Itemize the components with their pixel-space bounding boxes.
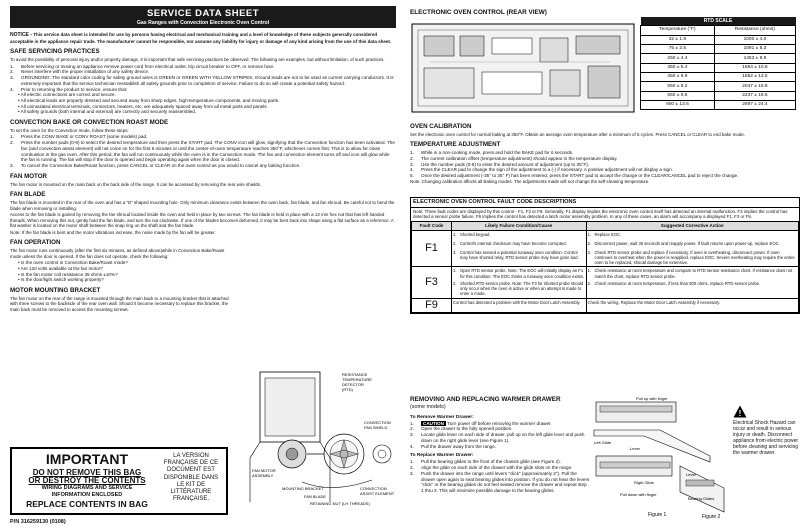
convection-intro: To set the oven for the Convection mode, follow these steps: bbox=[10, 127, 129, 133]
shock-warning bbox=[733, 405, 803, 456]
fig1-label-left-glide: Left Glide bbox=[594, 440, 612, 445]
fig-label-fan-motor: FAN MOTOR bbox=[252, 468, 276, 473]
list-item: 2. Press the number pads (0-9) to select the desired temperature and then press the START pad. The CONV icon will glow, signifying that the Convection function has been activated. The fan (and convection assist element) will not come on for the first 6 minutes or until the center-of-oven temperature reaches 350°F, whichever comes first. This is to allow for clean combustion in the gas oven. After this period, the fan will run continuously while the oven is in the Convection mode. The fan and convection element turns off and icon will glow while the fan is running. The fan will stop if the door is opened and begin operating again when the door is closed. bbox=[10, 140, 395, 163]
col-fault-code: Fault Code bbox=[412, 221, 452, 230]
table-row: 550 ± 8.2 2047 ± 15.8 bbox=[641, 82, 796, 91]
notice-label: NOTICE - bbox=[10, 32, 32, 39]
convection-list bbox=[10, 134, 396, 168]
fig-label-fan-blade: FAN BLADE bbox=[304, 494, 327, 499]
fan-operation-heading: FAN OPERATION bbox=[10, 239, 61, 247]
fault-code: F3 bbox=[412, 267, 452, 298]
page-subtitle: Gas Ranges with Convection Electronic Oven Control bbox=[136, 19, 270, 26]
warmer-drawer-subheading: (some models) bbox=[410, 404, 446, 410]
safe-servicing-list bbox=[10, 64, 396, 93]
list-item: • All uninsulated electrical terminals, connectors, heaters, etc. are adequately spaced away from all metal parts and panels. bbox=[18, 103, 268, 109]
list-item: 5. Once the desired adjustment (-35° to 35° F) has been entered, press the START pad to accept the change or the CLEAR/CANCEL pad to reject the change. bbox=[410, 173, 739, 178]
list-item: 4. Press the CLEAR pad to change the sign of the adjustment to a (-) if necessary. A positive adjustment will not display a sign. bbox=[410, 167, 673, 173]
fault-code-heading: ELECTRONIC OVEN CONTROL FAULT CODE DESCRIPTIONS bbox=[411, 198, 799, 208]
temperature-adjustment-list bbox=[410, 150, 802, 179]
fan-assembly-diagram bbox=[232, 362, 402, 512]
fig1-label-pull-down: Pull down with finger bbox=[620, 492, 657, 497]
list-item: 3. Locate glide lever on each side of drawer, pull up on the left glide lever and push down on the right glide lever (see Figure 1). bbox=[410, 432, 585, 443]
fig-label-fan-shield: CONVECTION bbox=[364, 420, 391, 425]
list-item: • Are 120 volts available at the fan motor? bbox=[18, 265, 103, 271]
list-item: 2. Never interfere with the proper installation of any safety device. bbox=[10, 69, 150, 75]
list-item: • Is the fan motor coil resistance 35 ohms ±10%? bbox=[18, 271, 118, 277]
rtd-scale-title: RTD SCALE bbox=[641, 17, 796, 26]
fan-operation-bullets bbox=[10, 260, 230, 283]
svg-text:ASSEMBLY: ASSEMBLY bbox=[252, 473, 274, 478]
table-row: F3 1. Open RTD sensor probe. Note: The EOC will initially display an F1 for this condition. The EOC thinks a runaway oven condition exists. 2. Shorted RTD sensor probe. Note: The F3 for shorted probe should only occur when the oven is active or when an attempt is made to enter a mode. 1. Check resistance at room temperature and compare to RTD sensor resistance chart. If resistance does not match the chart, replace RTD sensor probe. 2. Check resistance at room temperature, if less than 500 ohms, replace RTD sensor probe. bbox=[412, 267, 799, 298]
fan-blade-text-1: The fan blade is mounted in the rear of the oven and has a "D" shaped mounting hole. Only minimum clearance exists between the oven back, fan blade, and fan shroud. Be careful not to bend the blade when removing or installing. bbox=[10, 199, 395, 211]
page-title: SERVICE DATA SHEET bbox=[146, 8, 260, 19]
fan-blade-text-2: Access to the fan blade is gained by removing the fan shroud located inside the oven and held in place by two screws. The fan blade is held in place with a 13 mm hex nut that has left handed threads. When removing this nut, gently hold the fan blade, and turn the nut clockwise. If one of the blades becomes deformed, it may be bent back into shape using a flat surface as a reference. A flat washer is located on the motor shaft between the snap ring on the shaft and the fan blade. bbox=[10, 212, 394, 229]
remove-drawer-heading: To Remove Warmer Drawer: bbox=[410, 414, 474, 420]
temperature-note: Note: Changing calibration affects all Baking modes. The adjustments made will not change the self-cleaning temperature. bbox=[410, 178, 650, 184]
table-row: 250 ± 4.4 1453 ± 8.9 bbox=[641, 54, 796, 63]
table-row: F9 Control has detected a problem with the Motor Door Latch Assembly. Check the wiring. Replace the Motor Door Latch Assembly if necessary. bbox=[412, 298, 799, 313]
list-item: 1. While in a non-cooking mode, press and hold the BAKE pad for 6 seconds. bbox=[410, 150, 574, 156]
fig1-label-pull-up: Pull up with finger bbox=[636, 396, 668, 401]
remove-drawer-list bbox=[410, 421, 590, 450]
fan-blade-heading: FAN BLADE bbox=[10, 191, 46, 199]
fan-motor-heading: FAN MOTOR bbox=[10, 172, 48, 180]
list-item: 1. CAUTION Turn power off before removing the warmer drawer. bbox=[410, 420, 552, 426]
wiring-diagrams-text: WIRING DIAGRAMS AND SERVICE bbox=[41, 485, 133, 492]
list-item: 2. The current calibration offset (temperature adjustment) should appear in the temperature display. bbox=[410, 155, 618, 161]
list-item: 1. Pull the bearing glides to the front of the chassis glide (see Figure 2). bbox=[410, 459, 561, 465]
fault-code-table bbox=[411, 221, 799, 313]
col-failure-cause: Likely Failure Condition/Cause bbox=[452, 221, 587, 230]
oven-control-board-diagram bbox=[410, 22, 636, 114]
list-item: 1. Before servicing or moving an appliance remove power cord from electrical outlet, trip circuit breaker to OFF, or remove fuse. bbox=[10, 63, 275, 69]
replace-drawer-list bbox=[410, 459, 590, 493]
svg-text:!: ! bbox=[738, 409, 742, 418]
figure-2-caption: Figure 2 bbox=[702, 514, 721, 520]
board-title: ELECTRONIC OVEN CONTROL (REAR VIEW) bbox=[410, 9, 547, 16]
french-version-note: LA VERSION FRANÇAISE DE CE DOCUMENT EST DISPONIBLE DANS LE KIT DE LITTÉRATURE FRANÇAISE. bbox=[163, 453, 219, 503]
fig-label-assist-element: CONVECTION bbox=[360, 486, 387, 491]
information-enclosed-text: INFORMATION ENCLOSED bbox=[51, 492, 123, 499]
oven-calibration-heading: OVEN CALIBRATION bbox=[410, 123, 472, 130]
do-not-remove-text: DO NOT REMOVE THIS BAG bbox=[32, 467, 142, 477]
list-item: 3. To cancel the Convection Bake/Roast function, press CANCEL or CLEAR on the oven control as you would to cancel any baking function. bbox=[10, 163, 301, 169]
svg-text:ASSIST ELEMENT: ASSIST ELEMENT bbox=[360, 491, 395, 496]
list-item: 2. Align the glide on each side of the drawer with the glide slots on the range. bbox=[410, 465, 573, 471]
figure-1-caption: Figure 1 bbox=[648, 512, 667, 518]
fig-label-rtd: RESISTANCE TEMPERATURE DETECTOR (RTD) bbox=[342, 372, 372, 392]
list-item: 2. Open the drawer to the fully opened position. bbox=[410, 426, 513, 432]
oven-calibration-text: Set the electronic oven control for normal baking at 350°F. Obtain an average oven temperature after a minimum of 5 cycles. Press CANCEL or CLEAR to end bake mode. bbox=[410, 131, 746, 137]
table-row: 75 ± 2.5 1091 ± 5.3 bbox=[641, 44, 796, 53]
table-row: F1 1. Shorted keypad. 2. Control's internal checksum may have become corrupted. 3. Control has sensed a potential runaway oven condition. Control may have shorted relay, RTD sensor probe may have gone bad. 1. Replace EOC. 2. Disconnect power, wait 30 seconds and reapply power. If fault returns upon power-up, replace EOC. 3. Check RTD sensor probe and replace if necessary. If oven is overheating, disconnect power. If oven continues to overheat when the power is reapplied, replace EOC. Severe overheating may require the entire oven to be replaced, should damage be extensive. bbox=[412, 230, 799, 267]
important-heading: IMPORTANT bbox=[45, 451, 129, 467]
list-item: • All electrical leads are properly dressed and secured away from sharp edges, high-temperature components, and moving parts. bbox=[18, 97, 280, 103]
title-banner bbox=[10, 6, 396, 28]
warmer-drawer-heading: REMOVING AND REPLACING WARMER DRAWER bbox=[410, 396, 561, 403]
table-row: 450 ± 6.9 1852 ± 13.5 bbox=[641, 73, 796, 82]
fig2-label-lever: Lever bbox=[686, 472, 697, 477]
list-item: • Is the oven control in Convection Bake/Roast mode? bbox=[18, 260, 128, 266]
col-corrective-action: Suggested Corrective Action bbox=[586, 221, 799, 230]
list-item: 4. Pull the drawer away from the range. bbox=[410, 443, 497, 449]
replace-contents-text: REPLACE CONTENTS IN BAG bbox=[26, 499, 148, 510]
fault-code-section bbox=[410, 197, 800, 314]
list-item: 3. Use the number pads (0-9) to enter the desired amount of adjustment (up to 35°F). bbox=[410, 161, 590, 167]
fault-code: F1 bbox=[412, 230, 452, 267]
fault-code-note: Note: Three fault codes are displayed by this control - F1, F3 or F9. Generally, F1 display implies the electronic oven control itself has detected an internal malfunction. F3 implies the control has detected a sensor probe failure. F9 implies the control has detected a latch motor assembly problem. In any of these cases, an alarm will accompany a displayed F1, F3 or F9. bbox=[413, 208, 788, 220]
rtd-scale-table bbox=[640, 17, 796, 110]
table-row: 350 ± 5.4 1654 ± 10.8 bbox=[641, 63, 796, 72]
fan-motor-text: The fan motor is mounted on the main back on the back side of the range. It can be accessed by removing the rear wire shields. bbox=[10, 181, 262, 187]
notice bbox=[10, 32, 396, 44]
fig2-label-bearing-glides: Bearing Glides bbox=[688, 496, 715, 501]
table-row: 900 ± 13.6 2697 ± 24.4 bbox=[641, 101, 796, 110]
part-number: P/N 316259130 (0108) bbox=[10, 519, 66, 525]
safe-servicing-heading: SAFE SERVICING PRACTICES bbox=[10, 48, 100, 56]
notice-text: This service data sheet is intended for use by persons having electrical and mechanical training and a level of knowledge of these subjects generally considered acceptable in the appliance repair trade. The manufacturer cannot be responsible, nor assume any liability for injury or damage of any kind arising from the use of this data sheet. bbox=[10, 32, 392, 44]
warmer-drawer-figures bbox=[590, 396, 730, 520]
mounting-bracket-text: The fan motor on the rear of the range is mounted through the main back to a mounting bracket that is attached with three screws to the backside of the rear oven wall. Should it become necessary to replace this bracket, the main back must be removed to access the mounting screws. bbox=[10, 295, 229, 313]
list-item: 3. Push the drawer into the range until levers "click" (approximately 2"). Pull the drawer open again to seat bearing glides into position. If you do not hear the levers "click" or the bearing glides do not feel seated remove the drawer and repeat step 1 thru 3. This will minimize possible damage to the bearing glides. bbox=[410, 470, 590, 494]
replace-drawer-heading: To Replace Warmer Drawer: bbox=[410, 453, 474, 459]
warning-icon bbox=[733, 405, 747, 418]
temperature-adjustment-heading: TEMPERATURE ADJUSTMENT bbox=[410, 141, 501, 149]
safe-servicing-intro: To avoid the possibility of personal injury and/or property damage, it is important that safe servicing practices be observed. The following are examples, but without limitation, of such practices. bbox=[10, 57, 385, 62]
warmer-drawer-section bbox=[410, 396, 590, 494]
important-notice-box bbox=[10, 447, 228, 515]
list-item: 3. GROUNDING: The standard color coding for safety ground wires is GREEN or GREEN WITH YELLOW STRIPES. Ground leads are not to be used as current carrying conductors. It is extremely important that the service technician reestablish all safety grounds prior to completion of service. Failure to do so will create a potential safety hazard. bbox=[10, 75, 394, 86]
svg-text:FAN SHIELD: FAN SHIELD bbox=[364, 425, 388, 430]
list-item: 4. Prior to returning the product to service, ensure that: bbox=[10, 86, 128, 92]
convection-heading: CONVECTION BAKE OR CONVECTION ROAST MODE bbox=[10, 119, 169, 127]
do-not-destroy-text: OR DESTROY THE CONTENTS bbox=[28, 475, 146, 485]
fan-blade-note: Note: If the fan blade is bent and the motor vibrations increase, the noise made by the fan will be greater. bbox=[10, 229, 216, 235]
rtd-col-resistance: Resistance (ohms) bbox=[714, 26, 795, 35]
safe-servicing-bullets bbox=[10, 92, 396, 115]
table-row: 650 ± 9.6 2237 ± 18.5 bbox=[641, 91, 796, 100]
fig-label-retaining-nut: RETAINING NUT (LH THREADS) bbox=[310, 501, 370, 506]
fig1-label-lever: Lever bbox=[630, 446, 641, 451]
list-item: • All safety grounds (both internal and external) are correctly and securely reassembled. bbox=[18, 109, 197, 115]
list-item: • All electric connections are correct and secure. bbox=[18, 92, 116, 98]
fig1-label-right-glide: Right Glide bbox=[634, 480, 654, 485]
mounting-bracket-heading: MOTOR MOUNTING BRACKET bbox=[10, 287, 101, 295]
shock-warning-text: Electrical Shock Hazard can occur and result in serious injury or death. Disconnect appliance from electric power before cleaning and servicing the warmer drawer. bbox=[733, 419, 799, 456]
list-item: • Is the door/light switch working properly? bbox=[18, 277, 104, 283]
table-row: 32 ± 1.9 1000 ± 4.0 bbox=[641, 35, 796, 44]
fault-code: F9 bbox=[412, 298, 452, 313]
fan-operation-block bbox=[10, 239, 230, 312]
rtd-col-temperature: Temperature (°F) bbox=[641, 26, 715, 35]
caution-badge: CAUTION bbox=[423, 420, 444, 426]
fig-label-mounting-bracket: MOUNTING BRACKET bbox=[282, 486, 324, 491]
list-item: 1. Press the CONV BAKE or CONV ROAST (some models) pad. bbox=[10, 134, 148, 140]
fan-operation-text: The fan motor runs continuously (after the first six minutes, as defined above)while in Convection Bake/Roast mode unless the door is opened. If the fan does not operate, check the following: bbox=[10, 248, 225, 259]
